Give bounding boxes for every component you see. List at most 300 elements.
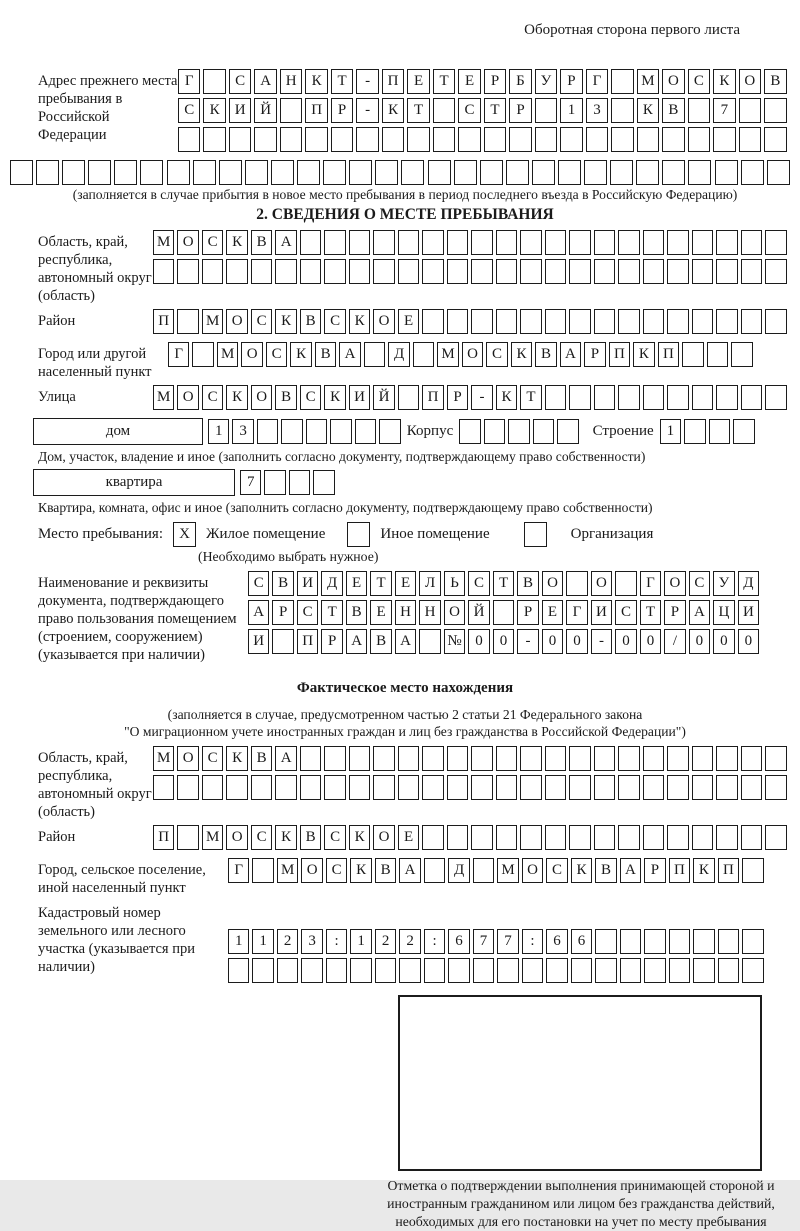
char-box[interactable] xyxy=(715,160,738,185)
char-box[interactable]: М xyxy=(217,342,238,367)
char-box[interactable]: Е xyxy=(458,69,480,94)
char-box[interactable]: С xyxy=(689,571,710,596)
char-box[interactable]: М xyxy=(277,858,298,883)
char-box[interactable]: Е xyxy=(398,309,419,334)
stay-type-checkbox-residential[interactable]: X xyxy=(173,522,196,547)
char-box[interactable] xyxy=(36,160,59,185)
char-box[interactable]: Т xyxy=(484,98,506,123)
char-box[interactable] xyxy=(177,309,198,334)
char-box[interactable] xyxy=(520,825,541,850)
char-box[interactable] xyxy=(289,470,310,495)
char-box[interactable] xyxy=(88,160,111,185)
char-box[interactable] xyxy=(245,160,268,185)
char-box[interactable] xyxy=(644,958,665,983)
char-box[interactable] xyxy=(742,958,763,983)
char-box[interactable] xyxy=(271,160,294,185)
char-box[interactable] xyxy=(569,825,590,850)
char-box[interactable]: Р xyxy=(644,858,665,883)
char-box[interactable]: : xyxy=(326,929,347,954)
char-box[interactable]: Г xyxy=(566,600,587,625)
char-box[interactable] xyxy=(484,127,506,152)
char-box[interactable] xyxy=(447,825,468,850)
char-box[interactable]: И xyxy=(349,385,370,410)
char-box[interactable] xyxy=(373,775,394,800)
char-box[interactable] xyxy=(741,746,762,771)
char-box[interactable]: : xyxy=(424,929,445,954)
char-box[interactable] xyxy=(424,858,445,883)
char-box[interactable] xyxy=(558,160,581,185)
char-box[interactable] xyxy=(643,385,664,410)
char-box[interactable]: 0 xyxy=(493,629,514,654)
char-box[interactable]: П xyxy=(382,69,404,94)
char-box[interactable] xyxy=(733,419,754,444)
char-box[interactable] xyxy=(688,127,710,152)
char-box[interactable] xyxy=(324,775,345,800)
char-box[interactable]: В xyxy=(370,629,391,654)
char-box[interactable] xyxy=(356,127,378,152)
char-box[interactable]: П xyxy=(422,385,443,410)
char-box[interactable]: 1 xyxy=(228,929,249,954)
stay-type-checkbox-organization[interactable] xyxy=(524,522,547,547)
char-box[interactable]: 3 xyxy=(232,419,253,444)
char-box[interactable]: С xyxy=(251,309,272,334)
char-box[interactable] xyxy=(331,127,353,152)
char-box[interactable]: С xyxy=(468,571,489,596)
char-box[interactable]: О xyxy=(522,858,543,883)
char-box[interactable]: 0 xyxy=(713,629,734,654)
char-box[interactable] xyxy=(202,259,223,284)
char-box[interactable]: И xyxy=(229,98,251,123)
char-box[interactable]: 6 xyxy=(546,929,567,954)
char-box[interactable]: А xyxy=(275,230,296,255)
char-box[interactable]: К xyxy=(226,230,247,255)
char-box[interactable] xyxy=(301,958,322,983)
char-box[interactable]: Т xyxy=(407,98,429,123)
char-box[interactable]: 1 xyxy=(208,419,229,444)
char-box[interactable]: О xyxy=(373,825,394,850)
char-box[interactable] xyxy=(422,309,443,334)
char-box[interactable] xyxy=(10,160,33,185)
char-box[interactable]: 0 xyxy=(738,629,759,654)
char-box[interactable]: К xyxy=(511,342,532,367)
char-box[interactable] xyxy=(618,230,639,255)
char-box[interactable] xyxy=(545,385,566,410)
char-box[interactable] xyxy=(219,160,242,185)
char-box[interactable]: 7 xyxy=(473,929,494,954)
char-box[interactable]: С xyxy=(266,342,287,367)
char-box[interactable] xyxy=(569,230,590,255)
char-box[interactable]: К xyxy=(305,69,327,94)
char-box[interactable] xyxy=(636,160,659,185)
char-box[interactable]: Е xyxy=(542,600,563,625)
char-box[interactable] xyxy=(379,419,400,444)
char-box[interactable] xyxy=(545,746,566,771)
char-box[interactable] xyxy=(688,98,710,123)
char-box[interactable] xyxy=(422,746,443,771)
char-box[interactable] xyxy=(594,230,615,255)
char-box[interactable]: 2 xyxy=(277,929,298,954)
char-box[interactable] xyxy=(62,160,85,185)
char-box[interactable]: В xyxy=(662,98,684,123)
char-box[interactable] xyxy=(177,259,198,284)
char-box[interactable] xyxy=(520,746,541,771)
char-box[interactable]: К xyxy=(290,342,311,367)
char-box[interactable] xyxy=(323,160,346,185)
char-box[interactable] xyxy=(458,127,480,152)
char-box[interactable]: С xyxy=(297,600,318,625)
char-box[interactable] xyxy=(741,775,762,800)
char-box[interactable] xyxy=(326,958,347,983)
char-box[interactable] xyxy=(741,825,762,850)
char-box[interactable]: О xyxy=(664,571,685,596)
char-box[interactable]: К xyxy=(226,746,247,771)
char-box[interactable]: О xyxy=(662,69,684,94)
char-box[interactable]: К xyxy=(382,98,404,123)
char-box[interactable]: О xyxy=(177,746,198,771)
char-box[interactable] xyxy=(355,419,376,444)
char-box[interactable]: Г xyxy=(640,571,661,596)
char-box[interactable]: 1 xyxy=(560,98,582,123)
char-box[interactable] xyxy=(280,98,302,123)
char-box[interactable] xyxy=(349,160,372,185)
char-box[interactable] xyxy=(765,746,786,771)
char-box[interactable] xyxy=(447,230,468,255)
char-box[interactable] xyxy=(569,746,590,771)
char-box[interactable]: П xyxy=(669,858,690,883)
stay-type-checkbox-other[interactable] xyxy=(347,522,370,547)
char-box[interactable] xyxy=(203,127,225,152)
char-box[interactable]: Д xyxy=(448,858,469,883)
char-box[interactable]: Г xyxy=(168,342,189,367)
char-box[interactable]: М xyxy=(153,746,174,771)
char-box[interactable] xyxy=(533,419,554,444)
char-box[interactable]: - xyxy=(471,385,492,410)
char-box[interactable]: 6 xyxy=(448,929,469,954)
char-box[interactable] xyxy=(643,746,664,771)
char-box[interactable]: Р xyxy=(517,600,538,625)
char-box[interactable] xyxy=(707,342,728,367)
char-box[interactable] xyxy=(716,775,737,800)
char-box[interactable] xyxy=(480,160,503,185)
char-box[interactable]: Р xyxy=(664,600,685,625)
char-box[interactable] xyxy=(484,419,505,444)
char-box[interactable] xyxy=(264,470,285,495)
char-box[interactable]: А xyxy=(275,746,296,771)
char-box[interactable]: С xyxy=(202,230,223,255)
char-box[interactable] xyxy=(637,127,659,152)
char-box[interactable]: С xyxy=(546,858,567,883)
char-box[interactable] xyxy=(764,98,786,123)
char-box[interactable] xyxy=(364,342,385,367)
char-box[interactable]: Ь xyxy=(444,571,465,596)
char-box[interactable] xyxy=(300,775,321,800)
char-box[interactable] xyxy=(349,775,370,800)
char-box[interactable] xyxy=(257,419,278,444)
char-box[interactable]: Р xyxy=(331,98,353,123)
char-box[interactable] xyxy=(615,571,636,596)
char-box[interactable] xyxy=(566,571,587,596)
char-box[interactable]: С xyxy=(324,309,345,334)
char-box[interactable] xyxy=(203,69,225,94)
char-box[interactable] xyxy=(447,259,468,284)
char-box[interactable]: П xyxy=(297,629,318,654)
char-box[interactable] xyxy=(667,259,688,284)
char-box[interactable]: В xyxy=(595,858,616,883)
char-box[interactable] xyxy=(398,259,419,284)
char-box[interactable] xyxy=(545,825,566,850)
char-box[interactable] xyxy=(471,230,492,255)
char-box[interactable]: Т xyxy=(433,69,455,94)
char-box[interactable]: В xyxy=(251,746,272,771)
char-box[interactable]: А xyxy=(339,342,360,367)
char-box[interactable]: В xyxy=(300,825,321,850)
char-box[interactable] xyxy=(375,160,398,185)
char-box[interactable] xyxy=(718,929,739,954)
char-box[interactable] xyxy=(611,69,633,94)
char-box[interactable] xyxy=(373,746,394,771)
char-box[interactable]: 0 xyxy=(689,629,710,654)
char-box[interactable]: У xyxy=(535,69,557,94)
char-box[interactable]: О xyxy=(301,858,322,883)
char-box[interactable] xyxy=(496,746,517,771)
char-box[interactable] xyxy=(496,309,517,334)
char-box[interactable] xyxy=(594,746,615,771)
char-box[interactable] xyxy=(692,230,713,255)
char-box[interactable] xyxy=(618,746,639,771)
char-box[interactable] xyxy=(569,775,590,800)
char-box[interactable]: - xyxy=(356,98,378,123)
char-box[interactable] xyxy=(275,259,296,284)
char-box[interactable] xyxy=(251,259,272,284)
char-box[interactable] xyxy=(251,775,272,800)
char-box[interactable] xyxy=(114,160,137,185)
char-box[interactable]: К xyxy=(637,98,659,123)
char-box[interactable] xyxy=(226,259,247,284)
char-box[interactable] xyxy=(398,746,419,771)
char-box[interactable]: С xyxy=(486,342,507,367)
char-box[interactable] xyxy=(713,127,735,152)
char-box[interactable]: Т xyxy=(370,571,391,596)
char-box[interactable]: О xyxy=(462,342,483,367)
char-box[interactable]: О xyxy=(241,342,262,367)
char-box[interactable] xyxy=(742,858,763,883)
char-box[interactable] xyxy=(398,775,419,800)
char-box[interactable] xyxy=(618,775,639,800)
char-box[interactable]: Р xyxy=(272,600,293,625)
char-box[interactable] xyxy=(177,775,198,800)
char-box[interactable]: К xyxy=(349,309,370,334)
char-box[interactable] xyxy=(595,958,616,983)
char-box[interactable] xyxy=(667,385,688,410)
char-box[interactable] xyxy=(684,419,705,444)
char-box[interactable] xyxy=(611,98,633,123)
char-box[interactable] xyxy=(611,127,633,152)
char-box[interactable]: - xyxy=(356,69,378,94)
char-box[interactable] xyxy=(228,958,249,983)
char-box[interactable] xyxy=(454,160,477,185)
char-box[interactable]: К xyxy=(496,385,517,410)
char-box[interactable] xyxy=(716,825,737,850)
char-box[interactable] xyxy=(742,929,763,954)
char-box[interactable]: - xyxy=(591,629,612,654)
char-box[interactable] xyxy=(496,775,517,800)
char-box[interactable] xyxy=(459,419,480,444)
char-box[interactable]: И xyxy=(591,600,612,625)
char-box[interactable]: К xyxy=(275,309,296,334)
char-box[interactable] xyxy=(643,309,664,334)
char-box[interactable] xyxy=(594,259,615,284)
char-box[interactable]: М xyxy=(437,342,458,367)
char-box[interactable] xyxy=(300,230,321,255)
char-box[interactable]: Р xyxy=(484,69,506,94)
char-box[interactable]: О xyxy=(444,600,465,625)
char-box[interactable] xyxy=(433,127,455,152)
char-box[interactable] xyxy=(765,230,786,255)
char-box[interactable] xyxy=(716,385,737,410)
char-box[interactable] xyxy=(167,160,190,185)
char-box[interactable] xyxy=(545,230,566,255)
char-box[interactable] xyxy=(693,958,714,983)
char-box[interactable] xyxy=(716,309,737,334)
char-box[interactable] xyxy=(520,309,541,334)
char-box[interactable] xyxy=(428,160,451,185)
char-box[interactable]: М xyxy=(497,858,518,883)
char-box[interactable] xyxy=(509,127,531,152)
char-box[interactable] xyxy=(557,419,578,444)
char-box[interactable]: Н xyxy=(419,600,440,625)
char-box[interactable] xyxy=(571,958,592,983)
char-box[interactable] xyxy=(620,958,641,983)
char-box[interactable] xyxy=(643,825,664,850)
char-box[interactable] xyxy=(520,775,541,800)
char-box[interactable] xyxy=(447,746,468,771)
char-box[interactable] xyxy=(716,259,737,284)
char-box[interactable]: № xyxy=(444,629,465,654)
char-box[interactable] xyxy=(473,858,494,883)
char-box[interactable] xyxy=(280,127,302,152)
char-box[interactable]: И xyxy=(738,600,759,625)
char-box[interactable]: О xyxy=(591,571,612,596)
char-box[interactable]: Т xyxy=(520,385,541,410)
char-box[interactable] xyxy=(764,127,786,152)
char-box[interactable] xyxy=(324,230,345,255)
char-box[interactable] xyxy=(447,309,468,334)
char-box[interactable]: М xyxy=(202,309,223,334)
char-box[interactable] xyxy=(739,98,761,123)
char-box[interactable] xyxy=(407,127,429,152)
char-box[interactable] xyxy=(193,160,216,185)
char-box[interactable]: А xyxy=(395,629,416,654)
char-box[interactable] xyxy=(731,342,752,367)
char-box[interactable] xyxy=(324,259,345,284)
char-box[interactable] xyxy=(447,775,468,800)
char-box[interactable]: К xyxy=(203,98,225,123)
char-box[interactable]: О xyxy=(226,309,247,334)
char-box[interactable] xyxy=(667,230,688,255)
char-box[interactable] xyxy=(594,825,615,850)
char-box[interactable]: В xyxy=(275,385,296,410)
char-box[interactable] xyxy=(373,230,394,255)
char-box[interactable] xyxy=(716,746,737,771)
char-box[interactable]: 2 xyxy=(375,929,396,954)
char-box[interactable] xyxy=(594,775,615,800)
char-box[interactable]: С xyxy=(300,385,321,410)
char-box[interactable]: Р xyxy=(584,342,605,367)
char-box[interactable] xyxy=(398,385,419,410)
char-box[interactable] xyxy=(422,825,443,850)
char-box[interactable]: Ц xyxy=(713,600,734,625)
char-box[interactable] xyxy=(667,309,688,334)
char-box[interactable] xyxy=(506,160,529,185)
char-box[interactable]: А xyxy=(560,342,581,367)
char-box[interactable] xyxy=(349,259,370,284)
char-box[interactable]: Б xyxy=(509,69,531,94)
char-box[interactable]: В xyxy=(346,600,367,625)
char-box[interactable] xyxy=(618,825,639,850)
char-box[interactable] xyxy=(313,470,334,495)
char-box[interactable] xyxy=(272,629,293,654)
char-box[interactable] xyxy=(471,309,492,334)
char-box[interactable] xyxy=(433,98,455,123)
char-box[interactable] xyxy=(667,746,688,771)
char-box[interactable] xyxy=(422,775,443,800)
char-box[interactable]: С xyxy=(324,825,345,850)
char-box[interactable]: 1 xyxy=(350,929,371,954)
char-box[interactable]: П xyxy=(153,309,174,334)
char-box[interactable] xyxy=(275,775,296,800)
char-box[interactable] xyxy=(422,259,443,284)
char-box[interactable]: К xyxy=(349,825,370,850)
char-box[interactable]: Г xyxy=(228,858,249,883)
char-box[interactable] xyxy=(618,385,639,410)
char-box[interactable]: С xyxy=(178,98,200,123)
char-box[interactable]: Т xyxy=(493,571,514,596)
char-box[interactable] xyxy=(399,958,420,983)
char-box[interactable] xyxy=(398,230,419,255)
char-box[interactable] xyxy=(422,230,443,255)
char-box[interactable] xyxy=(281,419,302,444)
char-box[interactable] xyxy=(569,259,590,284)
char-box[interactable]: М xyxy=(202,825,223,850)
char-box[interactable]: Т xyxy=(331,69,353,94)
char-box[interactable] xyxy=(330,419,351,444)
char-box[interactable] xyxy=(692,746,713,771)
char-box[interactable]: Й xyxy=(254,98,276,123)
char-box[interactable]: В xyxy=(517,571,538,596)
char-box[interactable]: Г xyxy=(178,69,200,94)
char-box[interactable] xyxy=(448,958,469,983)
char-box[interactable] xyxy=(254,127,276,152)
char-box[interactable]: 7 xyxy=(240,470,261,495)
char-box[interactable] xyxy=(535,98,557,123)
char-box[interactable]: О xyxy=(542,571,563,596)
char-box[interactable] xyxy=(610,160,633,185)
char-box[interactable]: Р xyxy=(321,629,342,654)
char-box[interactable] xyxy=(709,419,730,444)
char-box[interactable]: Д xyxy=(388,342,409,367)
char-box[interactable] xyxy=(471,746,492,771)
char-box[interactable]: С xyxy=(251,825,272,850)
char-box[interactable] xyxy=(765,825,786,850)
char-box[interactable] xyxy=(522,958,543,983)
char-box[interactable]: Г xyxy=(586,69,608,94)
char-box[interactable] xyxy=(140,160,163,185)
char-box[interactable] xyxy=(688,160,711,185)
char-box[interactable] xyxy=(496,259,517,284)
char-box[interactable] xyxy=(643,775,664,800)
char-box[interactable]: М xyxy=(637,69,659,94)
char-box[interactable]: А xyxy=(346,629,367,654)
